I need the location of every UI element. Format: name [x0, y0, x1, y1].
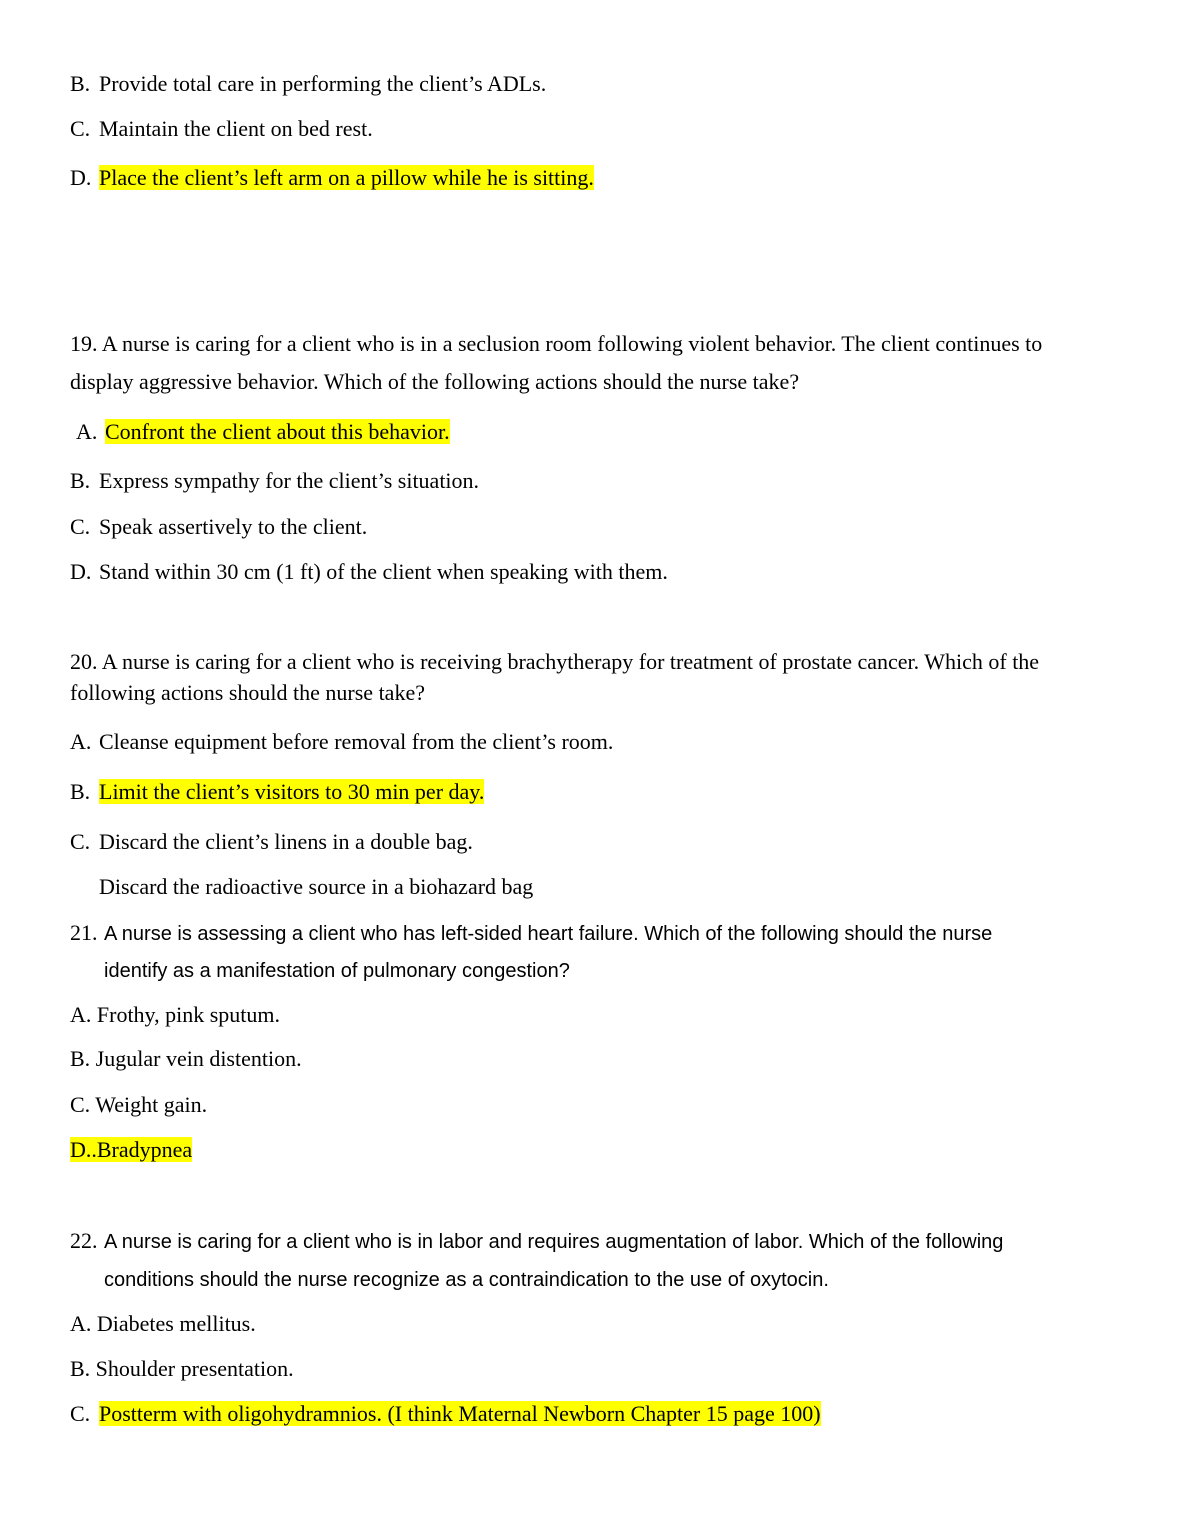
option-letter: C.	[70, 829, 91, 854]
option-text: Express sympathy for the client’s situation.	[99, 468, 480, 493]
option-letter: A.	[70, 729, 92, 754]
option-c	[70, 828, 473, 856]
option-b	[70, 70, 546, 98]
option-b: B. Jugular vein distention.	[70, 1046, 302, 1071]
question-text: A nurse is assessing a client who has left-sided heart failure. Which of the following should the nurse	[104, 923, 993, 945]
option-letter: C.	[70, 116, 91, 141]
highlighted-answer: D..Bradypnea	[70, 1137, 193, 1162]
option-b: B. Shoulder presentation.	[70, 1356, 294, 1381]
option-c	[70, 513, 367, 541]
question-number: 22.	[70, 1228, 98, 1253]
option-b	[70, 467, 479, 495]
question-21-stem-cont: identify as a manifestation of pulmonary congestion?	[104, 960, 570, 982]
option-c: C. Weight gain.	[70, 1092, 208, 1117]
question-20-stem: 20. A nurse is caring for a client who is receiving brachytherapy for treatment of prostate cancer. Which of the	[70, 649, 1040, 674]
question-22-stem-cont: conditions should the nurse recognize as a contraindication to the use of oxytocin.	[104, 1269, 829, 1291]
option-d-unlabeled: Discard the radioactive source in a biohazard bag	[99, 874, 534, 899]
question-20-stem-cont: following actions should the nurse take?	[70, 680, 425, 705]
option-letter: B.	[70, 71, 91, 96]
option-text: Speak assertively to the client.	[99, 514, 368, 539]
option-text: Discard the client’s linens in a double bag.	[99, 829, 473, 854]
option-letter: D.	[70, 165, 92, 190]
option-c	[70, 115, 373, 143]
option-text: Stand within 30 cm (1 ft) of the client when speaking with them.	[99, 559, 668, 584]
option-letter: D.	[70, 559, 92, 584]
question-number: 21.	[70, 920, 98, 945]
question-19-stem-cont: display aggressive behavior. Which of the following actions should the nurse take?	[70, 369, 800, 394]
option-a	[70, 728, 613, 756]
highlighted-answer: Postterm with oligohydramnios. (I think Maternal Newborn Chapter 15 page 100)	[99, 1401, 821, 1426]
option-c	[70, 1400, 821, 1428]
option-letter: C.	[70, 514, 91, 539]
option-a: A. Diabetes mellitus.	[70, 1311, 256, 1336]
question-19-stem: 19. A nurse is caring for a client who is in a seclusion room following violent behavior. The client continues to	[70, 331, 1043, 356]
option-a	[76, 418, 450, 446]
option-letter: B.	[70, 779, 91, 804]
highlighted-answer: Confront the client about this behavior.	[105, 419, 450, 444]
option-text: Provide total care in performing the client’s ADLs.	[99, 71, 547, 96]
highlighted-answer: Limit the client’s visitors to 30 min per day.	[99, 779, 485, 804]
option-d	[70, 558, 668, 586]
option-letter: B.	[70, 468, 91, 493]
question-21-stem	[70, 919, 992, 948]
highlighted-answer: Place the client’s left arm on a pillow while he is sitting.	[99, 165, 594, 190]
option-text: Maintain the client on bed rest.	[99, 116, 373, 141]
question-22-stem	[70, 1227, 1003, 1256]
option-text: Cleanse equipment before removal from the client’s room.	[99, 729, 614, 754]
option-letter: C.	[70, 1401, 91, 1426]
option-b	[70, 778, 484, 806]
option-d	[70, 1136, 192, 1164]
question-text: A nurse is caring for a client who is in labor and requires augmentation of labor. Which of the following	[104, 1231, 1004, 1253]
option-a: A. Frothy, pink sputum.	[70, 1002, 281, 1027]
option-letter: A.	[76, 419, 98, 444]
option-d	[70, 164, 594, 192]
